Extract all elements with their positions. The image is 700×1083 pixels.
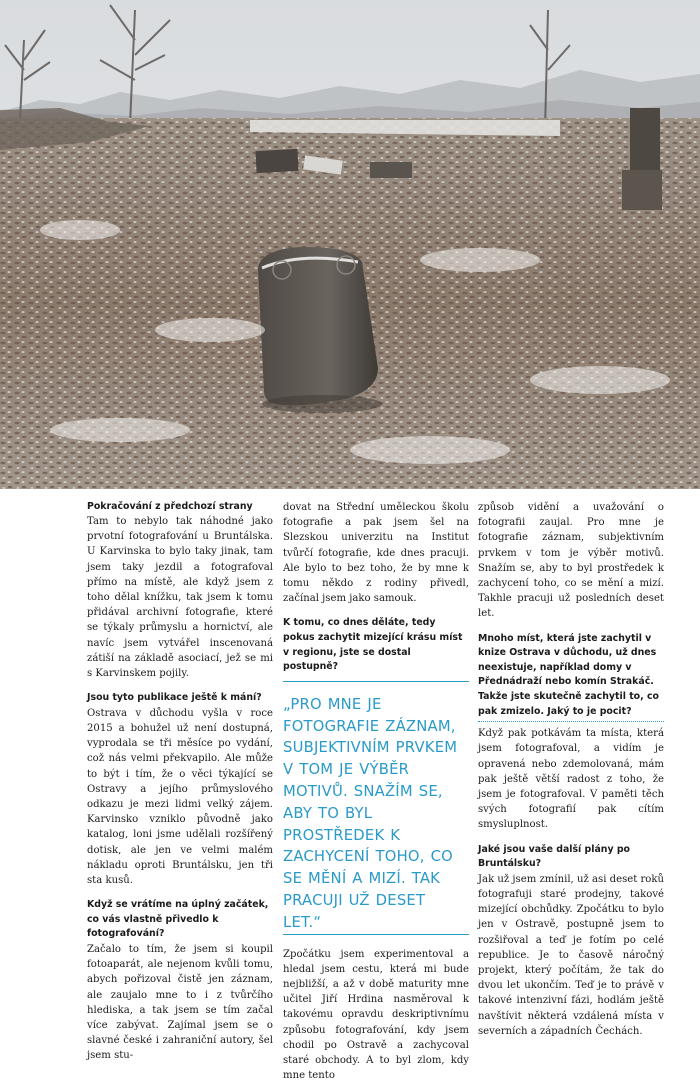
paragraph: Zpočátku jsem experimentoval a hledal jsem cestu, která mi bude nejbližší, a až v době maturity mne učitel Jiří Hrdina nasměroval k takovému opravdu deskriptivnímu způsobu fotografování, kdy jsem chodil po Ostravě a zachycoval staré obchody. A to byl zlom, kdy mne tento <box>283 948 469 1082</box>
article-photo <box>0 0 700 489</box>
pull-quote: „PRO MNE JE FOTOGRAFIE ZÁZNAM, SUBJEKTIVNÍM PRVKEM V TOM JE VÝBĚR MOTIVŮ. SNAŽÍM SE, ABY TO BYL PROSTŘEDEK K ZACHYCENÍ TOHO, CO SE MĚNÍ A MIZÍ. TAK PRACUJI UŽ DESET LET.“ <box>283 695 458 931</box>
gravestone <box>258 247 382 413</box>
paragraph: způsob vidění a uvažování o fotografii zaujal. Pro mne je fotografie záznam, subjektivním prvkem v tom je výběr motivů. Snažím se, aby to byl prostředek k zachycení toho, co se mění a mizí. Takhle pracuji už posledních deset let. <box>478 502 664 620</box>
interview-question: K tomu, co dnes děláte, tedy pokus zachytit mizející krásu míst v regionu, jste se dostal postupně? <box>283 617 463 673</box>
article-column-3 <box>478 500 664 1039</box>
paragraph: dovat na Střední uměleckou školu fotografie a pak jsem šel na Slezskou univerzitu na Institut tvůrčí fotografie, kde dnes pracuji. Ale bylo to bez toho, že by mne k tomu někdo z rodiny přivedl, začínal jsem jako samouk. <box>283 502 469 605</box>
cemetery-photo <box>0 0 700 489</box>
paragraph: Když pak potkávám ta místa, která jsem fotografoval, a vidím je opravená nebo zdemolovaná, mám pak ještě větší radost z toho, že jsem je fotografoval. V paměti těch svých fotografií pak cítím smysluplnost. <box>478 728 664 831</box>
interview-question: Mnoho míst, která jste zachytil v knize Ostrava v důchodu, už dnes neexistuje, například domy v Přednádraží nebo komín Strakáč. Takže jste skutečně zachytil to, co pak zmizelo. Jaký to je pocit? <box>478 632 659 717</box>
continued-label: Pokračování z předchozí strany <box>87 501 253 512</box>
paragraph: Tam to nebylo tak náhodné jako prvotní fotografování u Bruntálska. U Karvinska to bylo taky jinak, tam jsem taky jezdil a fotografoval přímo na místě, ale když jsem z toho dělal knížku, tak jsem k tomu přidával archivní fotografie, které se týkaly průmyslu a hornictví, ale navíc jsem vytvářel inscenovaná zátiší na základě asociací, jež se mi s Karvinskem pojily. <box>87 516 273 680</box>
interview-question: Jsou tyto publikace ještě k mání? <box>87 692 262 704</box>
paragraph: Ostrava v důchodu vyšla v roce 2015 a bohužel už není dostupná, vyprodala se tři měsíce po vydání, což nás velmi překvapilo. Ale může to být i tím, že o věci týkající se Ostravy a jejího průmyslového odkazu je mezi lidmi velký zájem. Karvinsko vzniklo původně jako katalog, loni jsme udělali rozšířený dotisk, ale jen ve velmi malém nákladu oproti Bruntálsku, jen tři sta kusů. <box>87 707 273 887</box>
interview-question: Když se vrátíme na úplný začátek, co vás vlastně přivedlo k fotografování? <box>87 899 269 940</box>
interview-question: Jaké jsou vaše další plány po Bruntálsku? <box>478 843 630 870</box>
article-column-1 <box>87 500 273 1064</box>
paragraph: Jak už jsem zmínil, už asi deset roků fotografuji staré prodejny, takové mizející obchůdky. Zpočátku to bylo jen v Ostravě, postupně jsem to rozšiřoval a teď je fotím po celé republice. Je to časově náročný projekt, který počítám, že tak do dvou let ukončím. Teď je to právě v takové intenzivní fázi, hodlám ještě navštívit některá vzdálená místa v severních a západních Čechách. <box>478 873 665 1037</box>
article-column-2 <box>283 500 469 1083</box>
paragraph: Začalo to tím, že jsem si koupil fotoaparát, ale nejenom kvůli tomu, abych pořizoval čistě jen záznam, ale zaujalo mne to i z tvůrčího hlediska, a tak jsem se tím začal více zabývat. Zajímal jsem se o slavné české i zahraniční autory, šel jsem stu- <box>87 944 273 1062</box>
